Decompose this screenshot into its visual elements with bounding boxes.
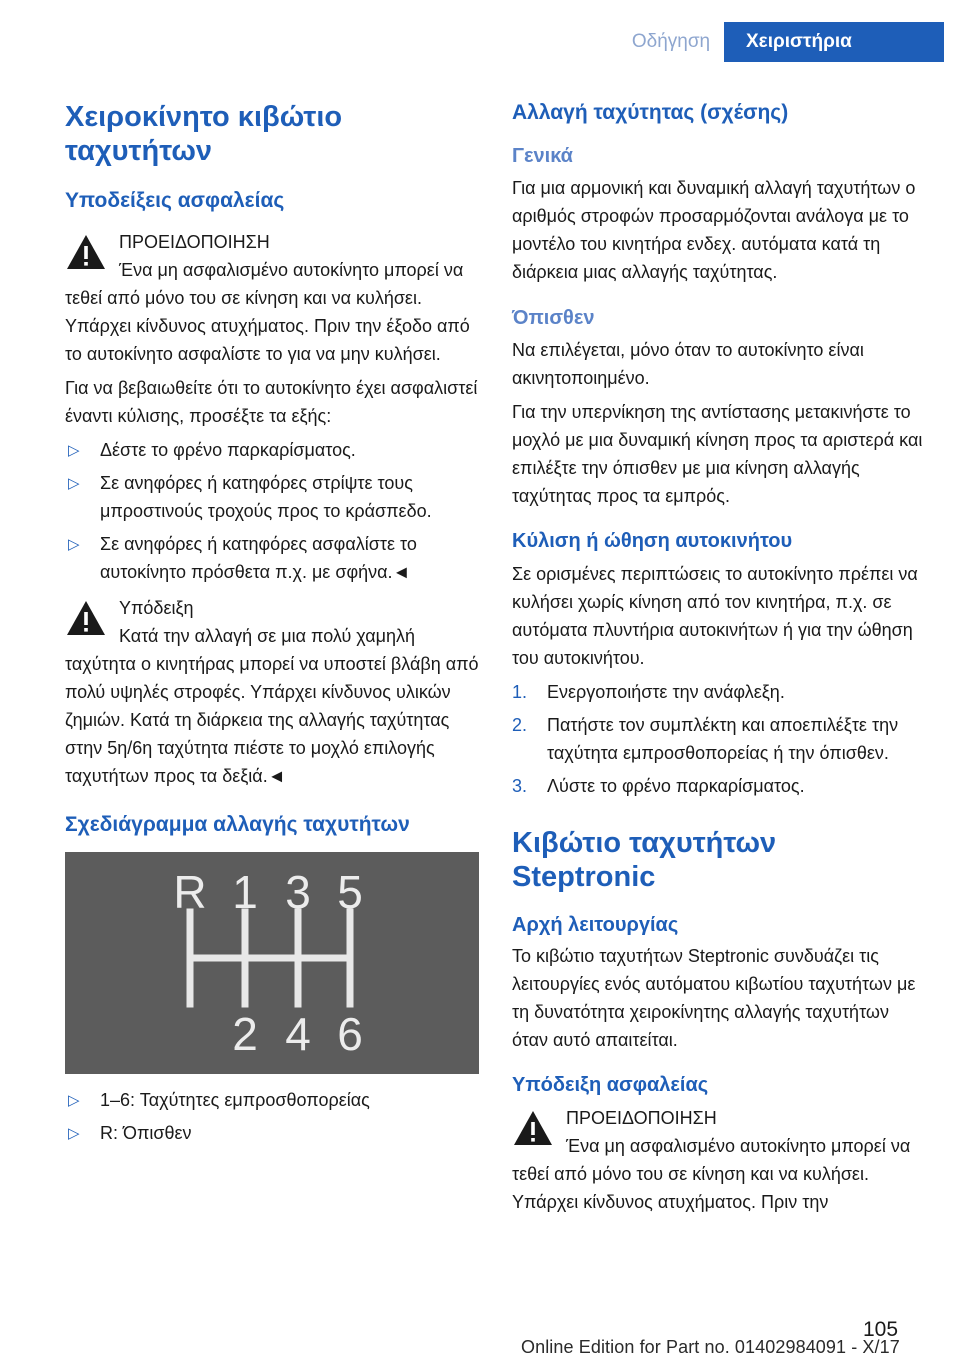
warning-label: ΠΡΟΕΙΔΟΠΟΙΗΣΗ [566, 1108, 717, 1128]
gear-label-reverse: R [173, 866, 207, 918]
gear-label-6: 6 [337, 1008, 363, 1060]
list-item: 3. Λύστε το φρένο παρκαρίσματος. [512, 776, 805, 796]
gear-label-5: 5 [337, 866, 363, 918]
note-block [65, 594, 479, 790]
secure-intro: Για να βεβαιωθείτε ότι το αυτοκίνητο έχει ασφαλιστεί έναντι κύλισης, προσέξτε τα εξής: [65, 378, 478, 426]
bullet-triangle-icon: ▷ [68, 442, 80, 459]
gear-pattern-graphic [65, 852, 479, 1074]
rolling-steps [512, 678, 926, 800]
warning-block [65, 228, 479, 368]
list-item: 1. Ενεργοποιήστε την ανάφλεξη. [512, 682, 785, 702]
list-item: ▷ Σε ανηφόρες ή κατηφόρες ασφαλίστε το αυτοκίνητο πρόσθετα π.χ. με σφήνα.◄ [65, 530, 479, 586]
shift-diagram-heading: Σχεδιάγραμμα αλλαγής ταχυτήτων [65, 813, 410, 836]
principle-text: Το κιβώτιο ταχυτήτων Steptronic συνδυάζει τις λειτουργίες ενός αυτόματου κιβωτίου ταχυτήτων με τη δυνατότητα χειροκίνητης αλλαγής ταχυτήτων όταν αυτό απαιτείται. [512, 946, 916, 1050]
warning-block-2 [512, 1104, 926, 1216]
manual-gearbox-title: Χειροκίνητο κιβώτιο ταχυτήτων [65, 101, 343, 167]
secure-list [65, 436, 479, 586]
tab-controls[interactable]: Χειριστήρια [724, 22, 944, 62]
safety-note-heading: Υπόδειξη ασφαλείας [512, 1074, 709, 1096]
bullet-triangle-icon: ▷ [68, 1125, 80, 1142]
list-item: 2. Πατήστε τον συμπλέκτη και αποεπιλέξτε την ταχύτητα εμπροσθοπορείας ή την όπισθεν. [512, 715, 899, 763]
gear-label-4: 4 [285, 1008, 311, 1060]
reverse-text-2: Για την υπερνίκηση της αντίστασης μετακινήστε το μοχλό με μια δυναμική κίνηση προς τα αριστερά και επιλέξτε την όπισθεν με μια κίνηση αλλαγής ταχύτητας προς τα εμπρός. [512, 402, 923, 506]
reverse-text-1: Να επιλέγεται, μόνο όταν το αυτοκίνητο είναι ακινητοποιημένο. [512, 340, 864, 388]
steptronic-title: Κιβώτιο ταχυτήτων Steptronic [512, 827, 777, 893]
warning-triangle-icon [65, 232, 107, 272]
gear-label-3: 3 [285, 866, 311, 918]
warning-text: Ένα μη ασφαλισμένο αυτοκίνητο μπορεί να τεθεί από μόνο του σε κίνηση και να κυλήσει. Υπάρχει κίνδυνος ατυχήματος. Πριν την έξοδο από το αυτοκίνητο ασφαλίστε το για να μην κυλήσει. [65, 260, 470, 364]
header-tabs [618, 22, 944, 62]
diagram-legend [65, 1086, 479, 1147]
warning-triangle-icon [65, 598, 107, 638]
reverse-heading: Όπισθεν [512, 307, 595, 329]
left-column [65, 100, 479, 1155]
gear-change-heading: Αλλαγή ταχύτητας (σχέσης) [512, 101, 789, 124]
list-item: ▷ Σε ανηφόρες ή κατηφόρες στρίψτε τους μπροστινούς τροχούς προς το κράσπεδο. [65, 469, 479, 525]
page-number: 105 [863, 1318, 899, 1341]
general-heading: Γενικά [512, 145, 573, 167]
note-text: Κατά την αλλαγή σε μια πολύ χαμηλή ταχύτητα ο κινητήρας μπορεί να υποστεί βλάβη από πολύ υψηλές στροφές. Υπάρχει κίνδυνος υλικών ζημιών. Κατά τη διάρκεια της αλλαγής ταχύτητας στην 5η/6η ταχύτητα πιέστε το μοχλό επιλογής ταχυτήτων προς τα δεξιά.◄ [65, 626, 479, 786]
bullet-triangle-icon: ▷ [68, 475, 80, 492]
general-text: Για μια αρμονική και δυναμική αλλαγή ταχυτήτων ο αριθμός στροφών προσαρμόζονται ανάλογα με το μοντέλο του κινητήρα ενδεχ. αυτόματα κατά τη διάρκεια μιας αλλαγής ταχύτητας. [512, 178, 916, 282]
list-item: ▷ R: Όπισθεν [65, 1119, 479, 1147]
principle-heading: Αρχή λειτουργίας [512, 914, 679, 936]
footer-edition: Online Edition for Part no. 01402984091 - X/17 [521, 1337, 900, 1357]
note-label: Υπόδειξη [119, 598, 194, 618]
warning-text: Ένα μη ασφαλισμένο αυτοκίνητο μπορεί να τεθεί από μόνο του σε κίνηση και να κυλήσει. Υπάρχει κίνδυνος ατυχήματος. Πριν την [512, 1136, 911, 1212]
gear-label-2: 2 [232, 1008, 258, 1060]
list-item: ▷ Δέστε το φρένο παρκαρίσματος. [65, 436, 479, 464]
warning-triangle-icon [512, 1108, 554, 1148]
rolling-heading: Κύλιση ή ώθηση αυτοκινήτου [512, 530, 793, 552]
rolling-text: Σε ορισμένες περιπτώσεις το αυτοκίνητο πρέπει να κυλήσει χωρίς κίνηση από τον κινητήρα, π.χ. σε αυτόματα πλυντήρια αυτοκινήτων ή για την ώθηση του αυτοκινήτου. [512, 564, 918, 668]
safety-notes-heading: Υποδείξεις ασφαλείας [65, 189, 285, 212]
bullet-triangle-icon: ▷ [68, 1092, 80, 1109]
warning-label: ΠΡΟΕΙΔΟΠΟΙΗΣΗ [119, 232, 270, 252]
gear-shift-diagram [65, 852, 479, 1074]
gear-label-1: 1 [232, 866, 258, 918]
list-item: ▷ 1–6: Ταχύτητες εμπροσθοπορείας [65, 1086, 479, 1114]
bullet-triangle-icon: ▷ [68, 536, 80, 553]
tab-driving[interactable]: Οδήγηση [631, 31, 711, 52]
right-column [512, 100, 926, 1222]
